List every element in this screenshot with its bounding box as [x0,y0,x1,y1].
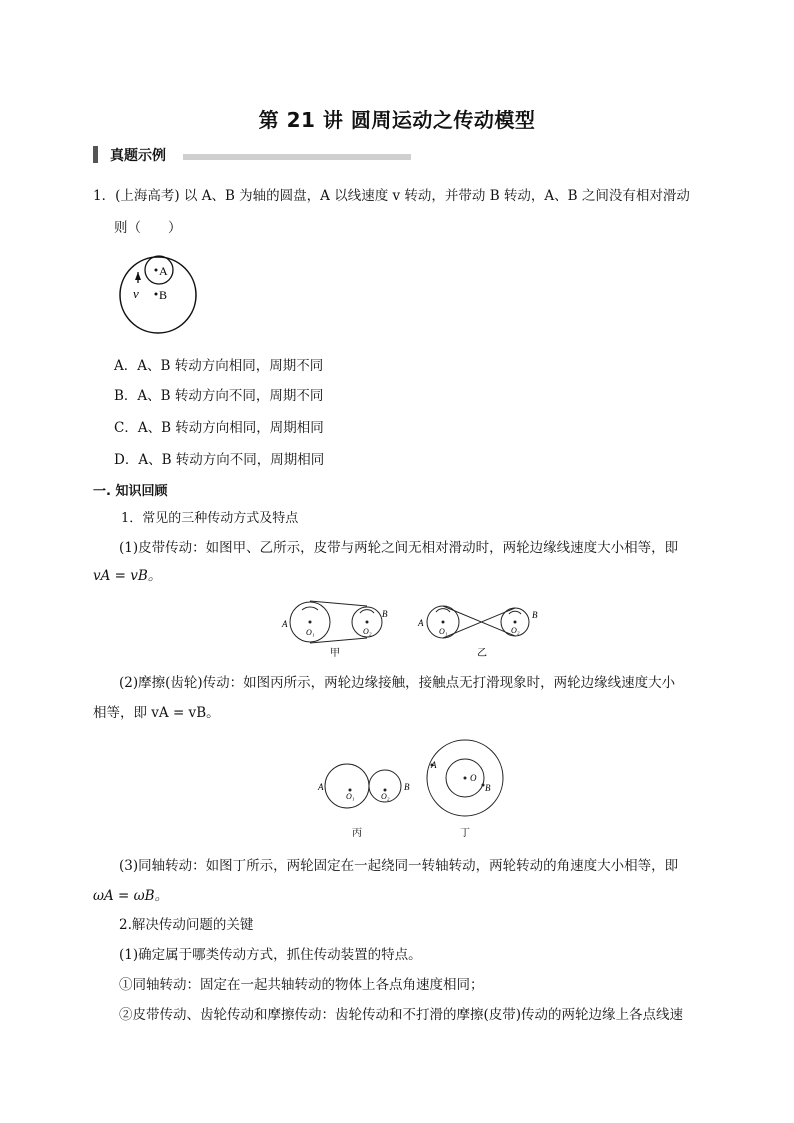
label-yi: 乙 [477,648,487,659]
svg-text:A: A [431,760,437,770]
label-b: B [159,288,168,302]
svg-text:O₁: O₁ [306,628,315,637]
belt-text-line1: (1)皮带传动：如图甲、乙所示，皮带与两轮之间无相对滑动时，两轮边缘线速度大小相等，即 [119,540,679,556]
question-stem-line1: 1．(上海高考) 以 A、B 为轴的圆盘，A 以线速度 v 转动，并带动 B 转动，A、B 之间没有相对滑动 [93,188,690,204]
label-ding: 丁 [460,828,470,839]
belt-crossed-drive [417,606,538,659]
review-item2: 2.解决传动问题的关键 [119,917,254,933]
svg-text:O₂: O₂ [381,792,390,801]
coaxial-text-line2: ωA = ωB。 [93,888,169,904]
friction-drive [317,764,410,839]
label-v: v [133,286,139,301]
svg-text:B: B [404,782,410,792]
belt-text-line2: vA = vB。 [93,568,162,584]
axis-b-dot [155,293,158,296]
key-point-2: ①同轴转动：固定在一起共轴转动的物体上各点角速度相同； [119,977,484,993]
axis-a-dot [155,269,158,272]
svg-text:A: A [318,782,324,792]
option-b: B．A、B 转动方向不同，周期不同 [114,388,324,404]
key-point-3: ②皮带传动、齿轮传动和摩擦传动：齿轮传动和不打滑的摩擦(皮带)传动的两轮边缘上各点线速 [119,1007,684,1023]
svg-text:O₁: O₁ [439,627,448,636]
belt-open-drive [281,601,388,659]
belt-figure [280,596,550,662]
svg-text:O: O [470,773,477,783]
velocity-arrow-head [135,272,141,280]
label-jia: 甲 [330,648,340,659]
svg-text:O₂: O₂ [363,627,372,636]
friction-text-line2: 相等，即 vA = vB。 [93,705,220,721]
section-divider [183,154,411,160]
page-title: 第 21 讲 圆周运动之传动模型 [258,108,536,132]
review-item1: 1．常见的三种传动方式及特点 [121,511,299,526]
svg-text:O₂: O₂ [511,626,520,635]
svg-text:A: A [282,619,288,629]
svg-text:B: B [532,610,538,620]
coaxial-drive [427,740,503,839]
label-bing: 丙 [352,828,362,839]
coaxial-text-line1: (3)同轴转动：如图丁所示，两轮固定在一起绕同一转轴转动，两轮转动的角速度大小相等，即 [119,858,679,874]
option-c: C．A、B 转动方向相同，周期相同 [114,420,324,436]
svg-text:A: A [418,618,424,628]
section-marker [93,146,98,163]
svg-text:O₁: O₁ [346,792,355,801]
section-heading: 真题示例 [110,148,166,164]
option-a: A．A、B 转动方向相同，周期不同 [114,358,324,374]
svg-text:B: B [485,783,491,793]
disc-figure [112,250,202,340]
review-heading: 一. 知识回顾 [93,484,168,499]
question-stem-line2: 则（ ） [114,220,182,236]
svg-text:B: B [382,609,388,619]
key-point-1: (1)确定属于哪类传动方式，抓住传动装置的特点。 [119,947,422,963]
option-d: D．A、B 转动方向不同，周期相同 [114,452,325,468]
disc-b-circle [120,257,196,333]
friction-text-line1: (2)摩擦(齿轮)传动：如图丙所示，两轮边缘接触，接触点无打滑现象时，两轮边缘线速度大小 [119,675,676,691]
gear-coaxial-figure [310,735,510,843]
label-a: A [159,264,168,278]
